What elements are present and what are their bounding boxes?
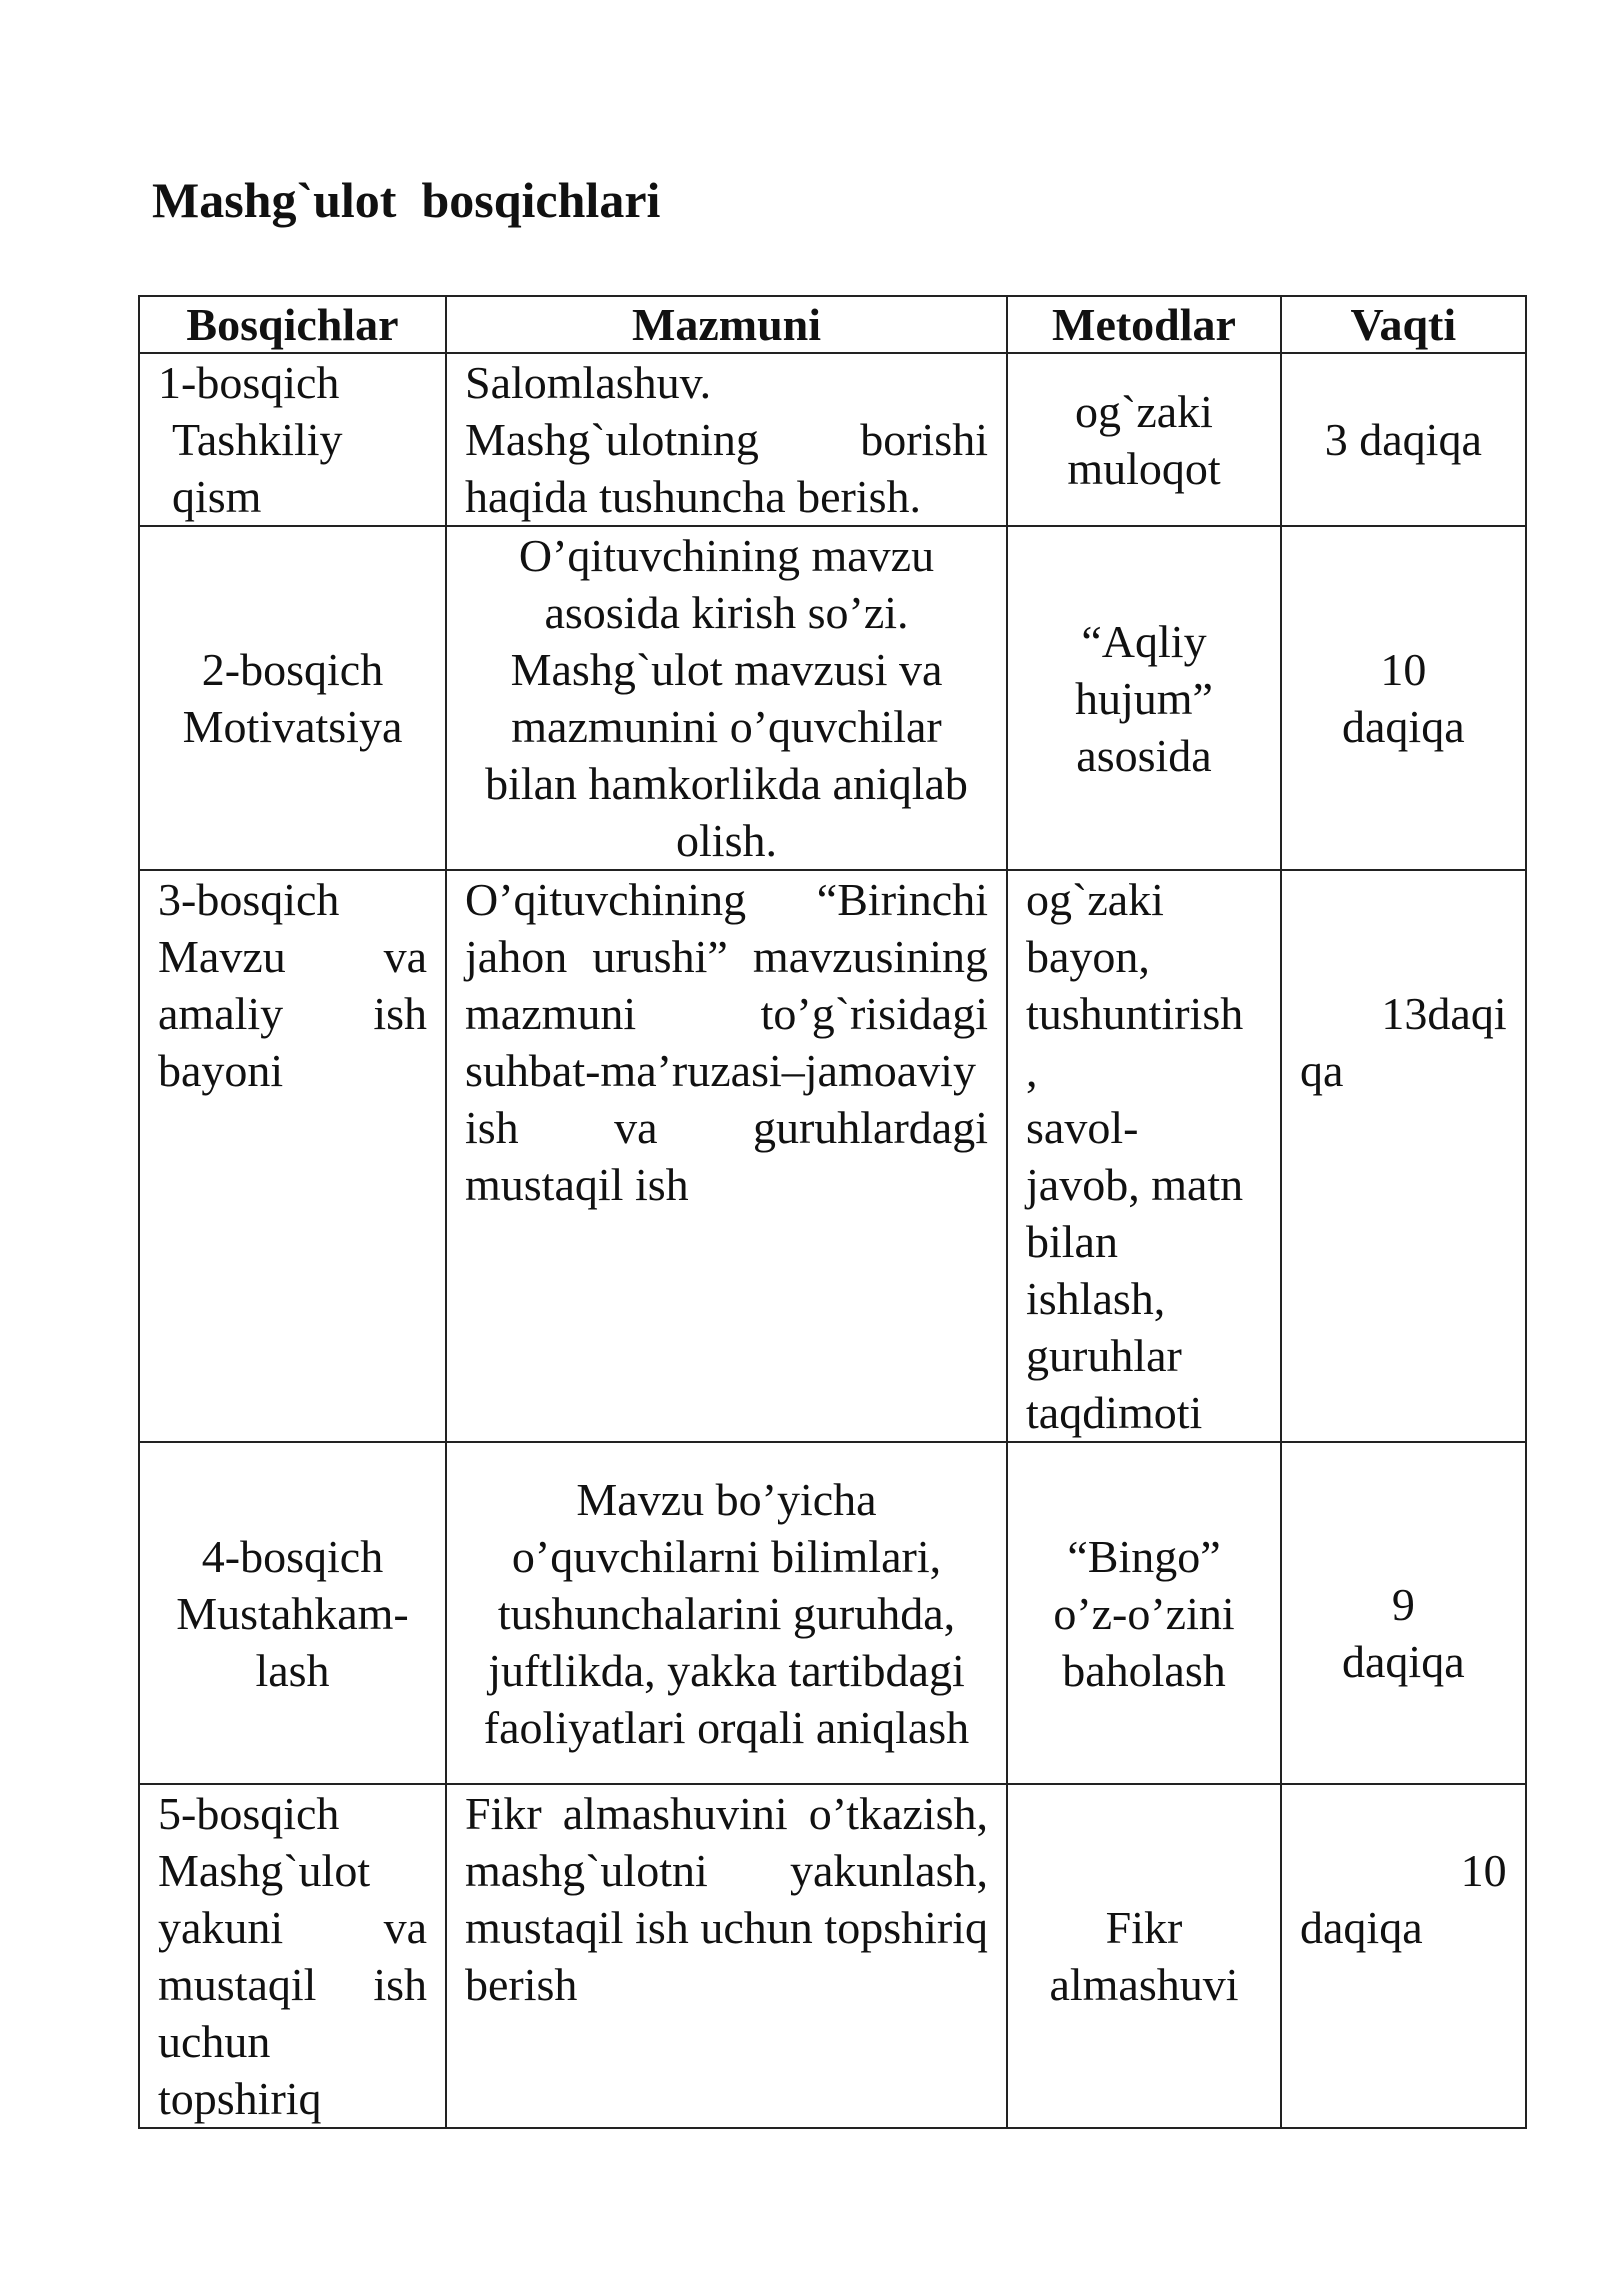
methods-cell: Fikr almashuvi (1007, 1784, 1281, 2128)
methods-cell (1007, 870, 1281, 1442)
methods-cell: “Bingo” o’z-o’zini baholash (1007, 1442, 1281, 1784)
page-title: Mashg`ulot bosqichlari (152, 172, 661, 228)
table-row (139, 870, 1526, 1442)
methods-line: guruhlar (1026, 1330, 1182, 1381)
header-stages: Bosqichlar (139, 296, 446, 353)
time-cell: 9 daqiqa (1281, 1442, 1526, 1784)
table-row (139, 353, 1526, 526)
time-cell (1281, 870, 1526, 1442)
content-cell: O’qituvchining mavzu asosida kirish so’zi. Mashg`ulot mavzusi va mazmunini o’quvchilar bilan hamkorlikda aniqlab olish. (446, 526, 1007, 870)
methods-line: javob, matn (1026, 1159, 1244, 1210)
table-row (139, 1784, 1526, 2128)
stage-line: 1-bosqich (158, 357, 340, 408)
stage-line: Tashkiliy (172, 414, 343, 465)
time-cell (1281, 1784, 1526, 2128)
time-cell: 3 daqiqa (1281, 353, 1526, 526)
table-row (139, 1442, 1526, 1784)
methods-cell: og`zaki muloqot (1007, 353, 1281, 526)
table-row (139, 526, 1526, 870)
content-cell: Mavzu bo’yicha o’quvchilarni bilimlari, tushunchalarini guruhda, juftlikda, yakka tartibdagi faoliyatlari orqali aniqlash (446, 1442, 1007, 1784)
methods-line: taqdimoti (1026, 1387, 1203, 1438)
lesson-stages-table (138, 295, 1527, 2129)
time-line: 13daqi (1381, 988, 1507, 1039)
methods-line: , (1026, 1045, 1038, 1096)
stage-line: qism (172, 471, 262, 522)
header-content: Mazmuni (446, 296, 1007, 353)
methods-line: og`zaki (1026, 874, 1164, 925)
stage-cell: 2-bosqich Motivatsiya (139, 526, 446, 870)
time-line: 10 (1460, 1845, 1507, 1896)
methods-line: bilan (1026, 1216, 1118, 1267)
stage-cell: 5-bosqich Mashg`ulot yakuni va mustaqil ish uchun topshiriq (139, 1784, 446, 2128)
table-header-row (139, 296, 1526, 353)
methods-line: bayon, (1026, 931, 1150, 982)
time-cell: 10 daqiqa (1281, 526, 1526, 870)
stage-cell (139, 353, 446, 526)
time-line: qa (1300, 1045, 1344, 1096)
methods-cell: “Aqliy hujum” asosida (1007, 526, 1281, 870)
methods-line: tushuntirish (1026, 988, 1244, 1039)
content-cell: Salomlashuv. Mashg`ulotning borishi haqida tushuncha berish. (446, 353, 1007, 526)
header-time: Vaqti (1281, 296, 1526, 353)
methods-line: savol- (1026, 1102, 1139, 1153)
methods-line: ishlash, (1026, 1273, 1166, 1324)
stage-cell: 3-bosqich Mavzu va amaliy ish bayoni (139, 870, 446, 1442)
time-line: daqiqa (1300, 1902, 1423, 1953)
content-cell: Fikr almashuvini o’tkazish, mashg`ulotni yakunlash, mustaqil ish uchun topshiriq berish (446, 1784, 1007, 2128)
header-methods: Metodlar (1007, 296, 1281, 353)
stage-cell: 4-bosqich Mustahkam-lash (139, 1442, 446, 1784)
content-cell: O’qituvchining “Birinchi jahon urushi” mavzusining mazmuni to’g`risidagi suhbat-ma’ruzasi–jamoaviy ish va guruhlardagi mustaqil ish (446, 870, 1007, 1442)
